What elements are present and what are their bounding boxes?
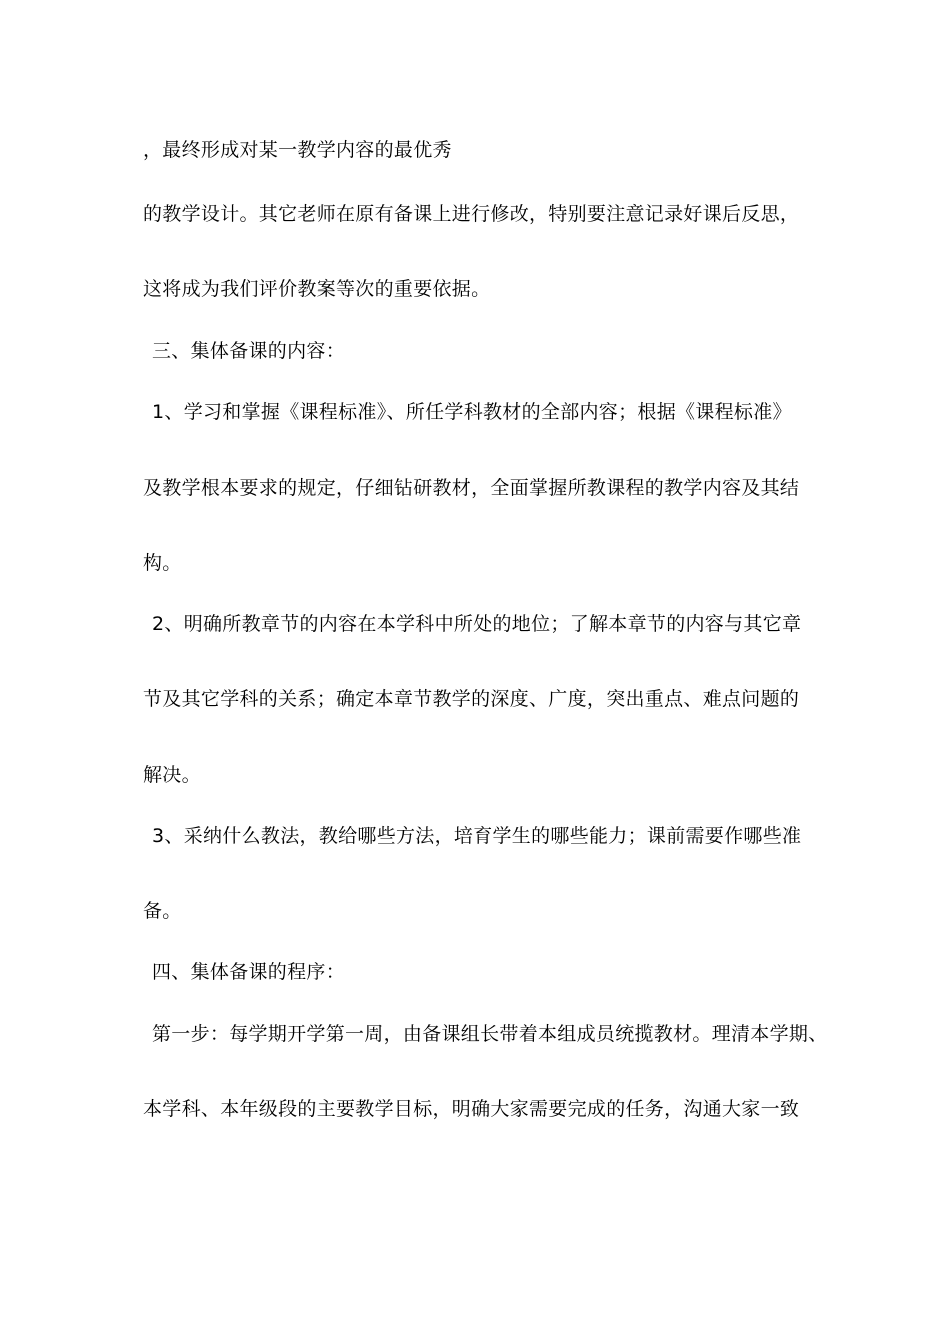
step-one-line: 第一步：每学期开学第一周，由备课组长带着本组成员统揽教材。理清本学期、 [152, 1023, 828, 1045]
paragraph-line: 备。 [143, 900, 182, 922]
section-heading-content: 三、集体备课的内容： [152, 340, 346, 362]
list-item-1: 1、学习和掌握《课程标准》、所任学科教材的全部内容；根据《课程标准》 [152, 401, 792, 423]
paragraph-line: 解决。 [143, 764, 201, 786]
paragraph-line: 本学科、本年级段的主要教学目标，明确大家需要完成的任务，沟通大家一致 [143, 1098, 800, 1120]
paragraph-line: 的教学设计。其它老师在原有备课上进行修改，特别要注意记录好课后反思， [143, 203, 800, 225]
paragraph-line: 构。 [143, 552, 182, 574]
list-item-2: 2、明确所教章节的内容在本学科中所处的地位；了解本章节的内容与其它章 [152, 613, 802, 635]
paragraph-line: 节及其它学科的关系；确定本章节教学的深度、广度，突出重点、难点问题的 [143, 688, 800, 710]
section-heading-procedure: 四、集体备课的程序： [152, 961, 346, 983]
paragraph-line: 这将成为我们评价教案等次的重要依据。 [143, 278, 491, 300]
paragraph-line: ，最终形成对某一教学内容的最优秀 [143, 139, 452, 161]
list-item-3: 3、采纳什么教法，教给哪些方法，培育学生的哪些能力；课前需要作哪些准 [152, 825, 802, 847]
paragraph-line: 及教学根本要求的规定，仔细钻研教材，全面掌握所教课程的教学内容及其结 [143, 477, 800, 499]
